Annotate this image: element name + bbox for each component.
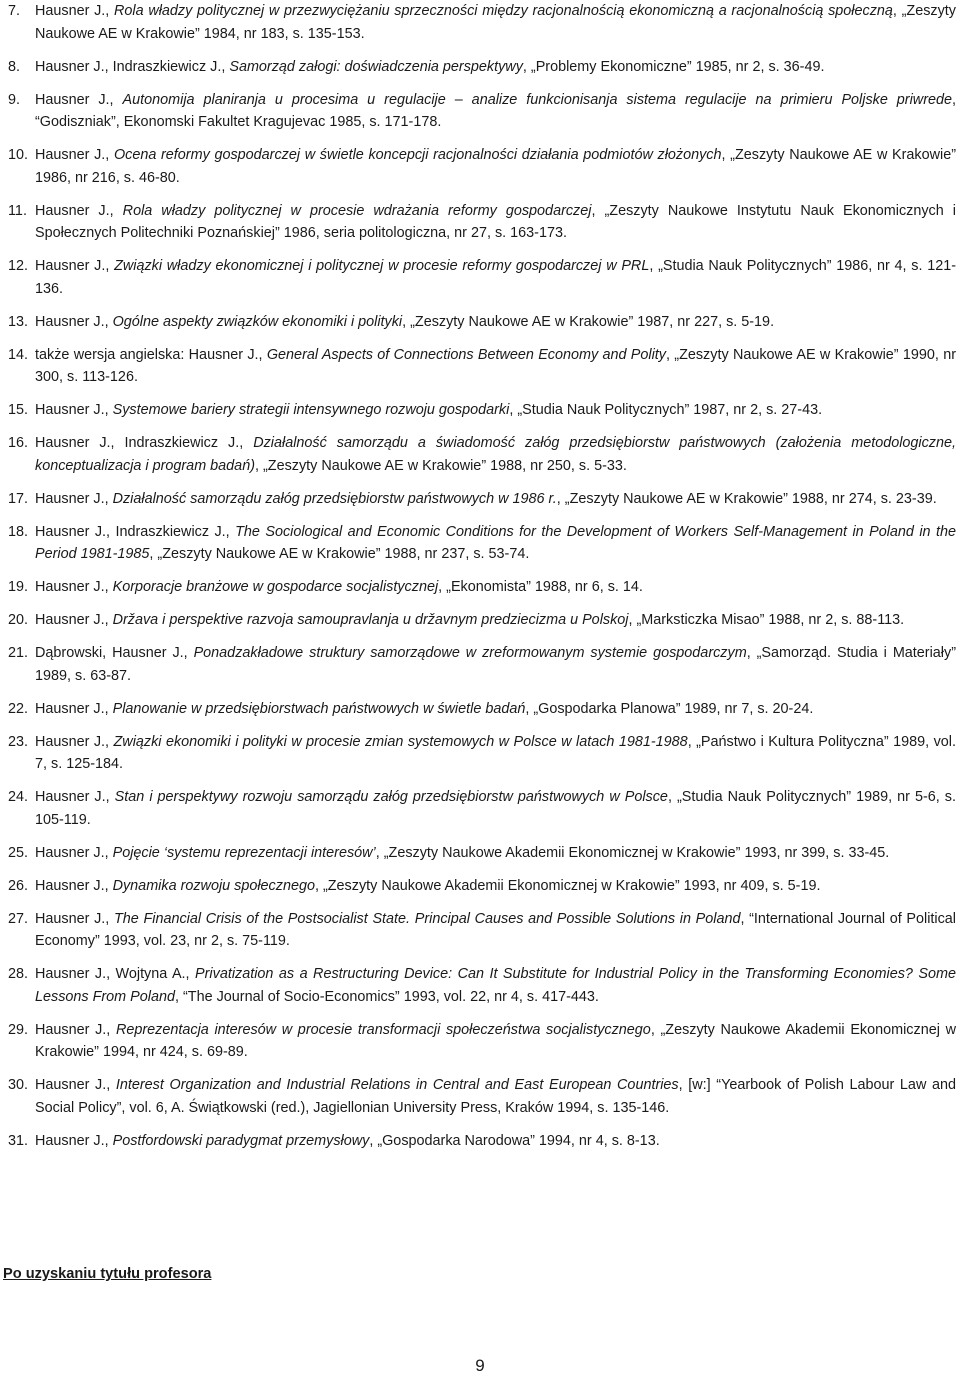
entry-text: Hausner J., [35,700,113,717]
entry-text: , „Marksticzka Misao” 1988, nr 2, s. 88-113. [628,612,905,628]
entry-text: Hausner J., [35,910,114,927]
entry-text: Hausner J., Indraszkiewicz J., [35,435,254,451]
entry-number: 18. [8,523,29,540]
bibliography-entry [0,89,960,134]
entry-text: Hausner J., [35,1132,113,1149]
entry-number: 10. [8,147,29,163]
entry-title: Związki ekonomiki i polityki w procesie zmian systemowych w Polsce w latach 1981-1988 [113,733,688,750]
entry-text: , „Gospodarka Narodowa” 1994, nr 4, s. 8-13. [369,1132,660,1149]
bibliography-entry [0,1130,960,1153]
entry-title: Ocena reformy gospodarczej w świetle koncepcji racjonalności działania podmiotów złożonych [113,147,722,163]
bibliography-entry [0,344,960,389]
entry-text: , „Zeszyty Naukowe AE w Krakowie” 1988, nr 237, s. 53-74. [149,546,530,562]
entry-text: , „Zeszyty Naukowe AE w Krakowie” 1990, nr 300, s. 113-126. [35,346,956,385]
entry-text: Hausner J., [35,579,113,595]
entry-title: Dynamika rozwoju społecznego [112,877,315,894]
entry-text: Hausner J., [35,490,113,507]
entry-text: , „Gospodarka Planowa” 1989, nr 7, s. 20-24. [525,700,814,717]
entry-number: 24. [8,789,29,805]
entry-title: Stan i perspektywy rozwoju samorządu załóg przedsiębiorstw państwowych w Polsce [114,789,668,805]
bibliography-entry [0,432,960,477]
entry-text: Hausner J., [35,147,114,163]
entry-text: , “International Journal of Political Economy” 1993, vol. 23, nr 2, s. 75-119. [35,910,956,949]
entry-text: także wersja angielska: Hausner J., [35,346,267,363]
entry-title: Związki władzy ekonomicznej i politycznej w procesie reformy gospodarczej w PRL [114,258,650,274]
entry-number: 16. [8,435,29,451]
entry-text: , „Zeszyty Naukowe AE w Krakowie” 1988, nr 274, s. 23-39. [556,490,937,507]
entry-number: 15. [8,402,29,418]
entry-number: 11. [8,202,27,219]
bibliography-entry [0,642,960,687]
entry-number: 12. [8,258,29,274]
bibliography-entry [0,1074,960,1119]
entry-title: Privatization as a Restructuring Device: Can It Substitute for Industrial Policy in the Transforming Economies? Some Lessons From Poland [35,966,957,1005]
entry-number: 21. [8,645,29,661]
entry-text: , „Samorząd. Studia i Materiały” 1989, s. 63-87. [35,645,956,684]
entry-number: 30. [8,1077,29,1093]
entry-title: Pojęcie ‘systemu reprezentacji interesów’ [112,844,376,861]
entry-title: The Sociological and Economic Conditions for the Development of Workers Self-Management in Poland in the Period 1981-1985 [35,523,956,562]
entry-number: 14. [8,346,29,363]
entry-number: 17. [8,490,29,507]
bibliography-entry [0,255,960,300]
entry-text: Hausner J., [35,733,114,750]
bibliography-entry [0,731,960,776]
bibliography-entry [0,875,960,898]
bibliography-entry [0,311,960,334]
entry-title: Država i perspektive razvoja samoupravlanja u državnym predziecizma u Polskoj [112,612,629,628]
entry-title: Autonomija planiranja u procesima u regulacije – analize funkcionisanja sistema regulacije na primieru Poljske priwrede [122,91,952,108]
entry-text: Hausner J., Indraszkiewicz J., [35,523,236,540]
entry-text: , „Problemy Ekonomiczne” 1985, nr 2, s. 36-49. [522,58,825,75]
bibliography-entry [0,399,960,422]
entry-text: Hausner J., [35,202,123,219]
entry-text: Hausner J., [35,844,113,861]
entry-text: Hausner J., [35,1077,116,1093]
entry-text: Hausner J., Indraszkiewicz J., [35,58,230,75]
entry-number: 22. [8,700,29,717]
entry-text: Hausner J., [35,1021,116,1038]
entry-title: Postfordowski paradygmat przemysłowy [112,1132,370,1149]
entry-number: 26. [8,877,29,894]
bibliography-entry [0,488,960,511]
entry-text: Dąbrowski, Hausner J., [35,645,194,661]
entry-number: 8. [8,58,21,75]
entry-number: 25. [8,844,29,861]
entry-text: , “Godiszniak”, Ekonomski Fakultet Kragujevac 1985, s. 171-178. [35,91,956,130]
entry-title: Działalność samorządu a świadomość załóg przedsiębiorstw państwowych (założenia metodologiczne, konceptualizacja i program badań) [35,435,957,474]
entry-text: , „Studia Nauk Politycznych” 1987, nr 2, s. 27-43. [509,402,823,418]
entry-number: 13. [8,313,29,330]
entry-text: , „Zeszyty Naukowe AE w Krakowie” 1988, nr 250, s. 5-33. [254,457,627,474]
entry-text: Hausner J., [35,3,115,19]
bibliography-entry [0,842,960,865]
entry-text: , „Zeszyty Naukowe AE w Krakowie” 1987, nr 227, s. 5-19. [402,313,775,330]
entry-number: 9. [8,91,21,108]
entry-text: , „Państwo i Kultura Polityczna” 1989, vol. 7, s. 125-184. [35,733,956,772]
entry-number: 28. [8,966,29,982]
entry-text: Hausner J., [35,612,113,628]
entry-text: Hausner J., [35,877,113,894]
entry-number: 7. [8,3,21,19]
entry-text: Hausner J., [35,258,115,274]
entry-title: Systemowe bariery strategii intensywnego rozwoju gospodarki [112,402,510,418]
entry-text: , „Zeszyty Naukowe Instytutu Nauk Ekonomicznych i Społecznych Politechniki Poznańskiej” 1986, seria politologiczna, nr 27, s. 163-173. [35,202,956,241]
entry-text: , „Zeszyty Naukowe AE w Krakowie” 1984, nr 183, s. 135-153. [35,3,956,42]
entry-number: 29. [8,1021,29,1038]
entry-text: , „Ekonomista” 1988, nr 6, s. 14. [438,579,643,595]
entry-number: 20. [8,612,29,628]
entry-title: Korporacje branżowe w gospodarce socjalistycznej [112,579,439,595]
entry-text: , „Zeszyty Naukowe Akademii Ekonomicznej w Krakowie” 1993, nr 409, s. 5-19. [314,877,821,894]
entry-title: Planowanie w przedsiębiorstwach państwowych w świetle badań [112,700,526,717]
entry-title: The Financial Crisis of the Postsocialist State. Principal Causes and Possible Solutions in Poland [113,910,741,927]
entry-title: Interest Organization and Industrial Relations in Central and East European Countries [115,1077,679,1093]
entry-title: Samorząd załogi: doświadczenia perspektywy [229,58,523,75]
bibliography-entry [0,1019,960,1064]
bibliography-entry [0,908,960,953]
entry-text: , „Zeszyty Naukowe Akademii Ekonomicznej w Krakowie” 1994, nr 424, s. 69-89. [35,1021,956,1060]
entry-text: , „Zeszyty Naukowe AE w Krakowie” 1986, nr 216, s. 46-80. [35,147,956,186]
entry-title: General Aspects of Connections Between Economy and Polity [266,346,666,363]
entry-title: Rola władzy politycznej w procesie wdrażania reformy gospodarczej [122,202,592,219]
entry-text: , [w:] “Yearbook of Polish Labour Law and Social Policy”, vol. 6, A. Świątkowski (red.), Jagiellonian University Press, Kraków 1994, s. 135-146. [35,1077,956,1116]
bibliography-entry [0,576,960,599]
entry-title: Reprezentacja interesów w procesie transformacji społeczeństwa socjalistycznego [115,1021,651,1038]
entry-text: , „Studia Nauk Politycznych” 1989, nr 5-6, s. 105-119. [35,789,956,828]
bibliography-entry [0,786,960,831]
page-number: 9 [475,1356,485,1375]
entry-number: 19. [8,579,29,595]
bibliography-entry [0,56,960,79]
bibliography-entry [0,521,960,566]
bibliography-entry [0,963,960,1008]
entry-title: Rola władzy politycznej w przezwyciężaniu sprzeczności między racjonalnością ekonomiczną a racjonalnością społeczną [114,3,893,19]
entry-text: Hausner J., [35,402,113,418]
bibliography-entry [0,0,960,45]
entry-text: Hausner J., [35,789,115,805]
entry-number: 31. [8,1132,29,1149]
bibliography-entry [0,609,960,632]
entry-text: , „Studia Nauk Politycznych” 1986, nr 4, s. 121-136. [35,258,956,297]
entry-text: , “The Journal of Socio-Economics” 1993, vol. 22, nr 4, s. 417-443. [174,988,599,1005]
bibliography-entry [0,144,960,189]
entry-text: , „Zeszyty Naukowe Akademii Ekonomicznej w Krakowie” 1993, nr 399, s. 33-45. [375,844,890,861]
entry-text: Hausner J., [35,313,113,330]
entry-title: Ogólne aspekty związków ekonomiki i polityki [112,313,403,330]
entry-title: Ponadzakładowe struktury samorządowe w zreformowanym systemie gospodarczym [193,645,747,661]
entry-text: Hausner J., Wojtyna A., [35,966,196,982]
section-heading: Po uzyskaniu tytułu profesora [3,1266,212,1282]
entry-text: Hausner J., [35,91,123,108]
bibliography-entry [0,200,960,245]
entry-title: Działalność samorządu załóg przedsiębiorstw państwowych w 1986 r. [112,490,557,507]
bibliography-entry [0,698,960,721]
entry-number: 23. [8,733,29,750]
entry-number: 27. [8,910,29,927]
